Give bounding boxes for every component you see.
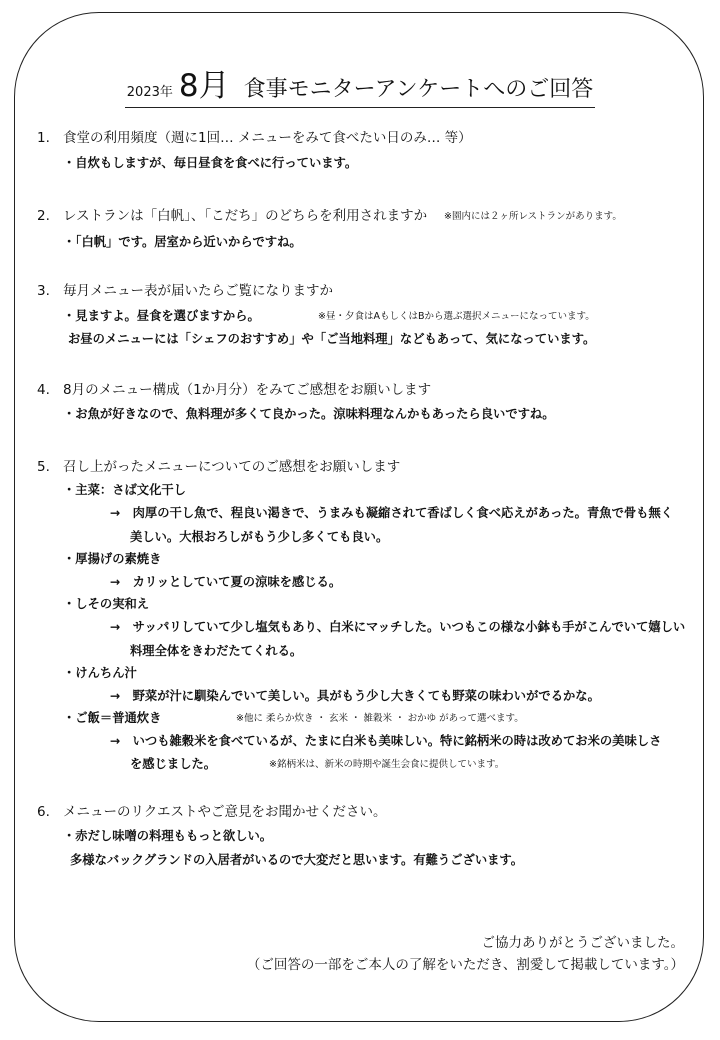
title-main: 食事モニターアンケートへのご回答 bbox=[243, 77, 594, 102]
question-text: 毎月メニュー表が届いたらご覧になりますか bbox=[63, 283, 333, 299]
question-1 bbox=[37, 126, 472, 146]
question-number: 4. bbox=[37, 382, 50, 398]
title-underline bbox=[125, 60, 595, 108]
question-text: 食堂の利用頻度（週に1回… メニューをみて食べたい日のみ… 等） bbox=[63, 130, 472, 146]
title-year: 2023年 bbox=[126, 85, 173, 100]
title-month: 8月 bbox=[178, 68, 230, 104]
closing-thanks: ご協力ありがとうございました。 bbox=[481, 935, 684, 951]
dish-comment: 美しい。大根おろしがもう少し多くても良い。 bbox=[130, 530, 389, 544]
answer-1: ・自炊もしますが、毎日昼食を食べに行っています。 bbox=[63, 156, 358, 170]
question-text: メニューのリクエストやご意見をお聞かせください。 bbox=[63, 804, 387, 820]
dish-name: ・ご飯＝普通炊き bbox=[63, 711, 162, 725]
dish-comment: → 野菜が汁に馴染んでいて美しい。具がもう少し大きくても野菜の味わいがでるかな。 bbox=[110, 689, 600, 703]
question-6 bbox=[37, 800, 386, 820]
question-2 bbox=[37, 204, 427, 224]
dish-name: ・しその実和え bbox=[63, 597, 150, 611]
answer-3b: お昼のメニューには「シェフのおすすめ」や「ご当地料理」などもあって、気になっています。 bbox=[68, 332, 596, 346]
dish-name: ・厚揚げの素焼き bbox=[63, 552, 162, 566]
answer-6a: ・赤だし味噌の料理ももっと欲しい。 bbox=[63, 829, 273, 843]
question-text: レストランは「白帆」、「こだち」のどちらを利用されますか bbox=[63, 208, 428, 224]
answer-6b: 多様なバックグランドの入居者がいるので大変だと思います。有難うございます。 bbox=[70, 853, 524, 867]
note-restaurants: ※園内には２ヶ所レストランがあります。 bbox=[444, 211, 622, 222]
question-3 bbox=[37, 279, 333, 299]
question-number: 6. bbox=[37, 804, 50, 820]
dish-comment: を感じました。 bbox=[130, 757, 217, 771]
answer-2: ・「白帆」です。居室から近いからですね。 bbox=[63, 235, 302, 249]
dish-comment: 料理全体をきわだたてくれる。 bbox=[130, 644, 303, 658]
note-rice-options: ※他に 柔らか炊き ・ 玄米 ・ 雑穀米 ・ おかゆ があって選べます。 bbox=[236, 713, 524, 724]
dish-comment: → 肉厚の干し魚で、程良い渇きで、うまみも凝縮されて香ばしく食べ応えがあった。青魚で骨も無く bbox=[110, 506, 674, 520]
note-menu-selection: ※昼・夕食はAもしくはBから選ぶ選択メニューになっています。 bbox=[318, 311, 595, 322]
closing-disclaimer: （ご回答の一部をご本人の了解をいただき、割愛して掲載しています。） bbox=[246, 957, 684, 973]
note-brand-rice: ※銘柄米は、新米の時期や誕生会食に提供しています。 bbox=[269, 759, 505, 770]
question-text: 8月のメニュー構成（1か月分）をみてご感想をお願いします bbox=[63, 382, 432, 398]
dish-comment: → いつも雑穀米を食べているが、たまに白米も美味しい。特に銘柄米の時は改めてお米の美味しさ bbox=[110, 734, 662, 748]
question-4 bbox=[37, 378, 431, 398]
question-number: 3. bbox=[37, 283, 50, 299]
question-number: 5. bbox=[37, 459, 50, 475]
dish-name: ・主菜：さば文化干し bbox=[63, 483, 186, 497]
dish-comment: → サッパリしていて少し塩気もあり、白米にマッチした。いつもこの様な小鉢も手がこんでいて嬉しい bbox=[110, 620, 686, 634]
dish-comment: → カリッとしていて夏の涼味を感じる。 bbox=[110, 575, 342, 589]
dish-name: ・けんちん汁 bbox=[63, 666, 137, 680]
question-number: 1. bbox=[37, 130, 50, 146]
question-5 bbox=[37, 455, 400, 475]
question-number: 2. bbox=[37, 208, 50, 224]
answer-4: ・お魚が好きなので、魚料理が多くて良かった。涼味料理なんかもあったら良いですね。 bbox=[63, 407, 555, 421]
answer-3a: ・見ますよ。昼食を選びますから。 bbox=[63, 309, 260, 323]
question-text: 召し上がったメニューについてのご感想をお願いします bbox=[63, 459, 401, 475]
page-title bbox=[0, 60, 720, 108]
